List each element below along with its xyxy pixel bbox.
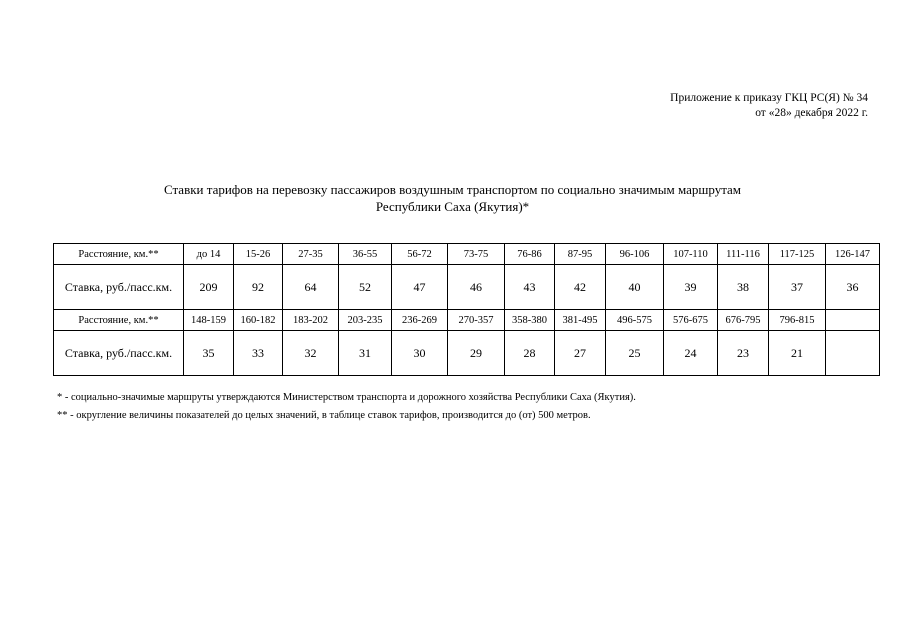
distance-cell: 358-380 [505,310,555,331]
footnote-routes: * - социально-значимые маршруты утверждаются Министерством транспорта и дорожного хозяйства Республики Саха (Якутия). [57,392,636,403]
rate-cell: 39 [664,265,718,310]
distance-cell: 796-815 [769,310,826,331]
rate-label-cell: Ставка, руб./пасс.км. [54,265,184,310]
document-title [0,181,905,215]
distance-label-cell: Расстояние, км.** [54,244,184,265]
rate-cell: 21 [769,331,826,376]
distance-cell: 183-202 [283,310,339,331]
distance-cell: 96-106 [606,244,664,265]
distance-cell: 73-75 [448,244,505,265]
rate-cell: 46 [448,265,505,310]
distance-cell: 36-55 [339,244,392,265]
rate-cell: 38 [718,265,769,310]
rate-cell: 92 [234,265,283,310]
rate-cell: 30 [392,331,448,376]
rate-cell: 31 [339,331,392,376]
distance-cell: 236-269 [392,310,448,331]
distance-label-cell: Расстояние, км.** [54,310,184,331]
rate-cell: 27 [555,331,606,376]
tariff-table [53,243,880,376]
rate-label-cell: Ставка, руб./пасс.км. [54,331,184,376]
rate-cell: 40 [606,265,664,310]
rate-cell: 64 [283,265,339,310]
rate-cell: 24 [664,331,718,376]
distance-cell: 381-495 [555,310,606,331]
rate-cell: 209 [184,265,234,310]
distance-cell: 576-675 [664,310,718,331]
rate-cell [826,331,880,376]
table-row [54,265,880,310]
distance-cell: 27-35 [283,244,339,265]
rate-cell: 47 [392,265,448,310]
distance-cell: 15-26 [234,244,283,265]
table-row [54,244,880,265]
rate-cell: 23 [718,331,769,376]
table-row [54,310,880,331]
title-line-2: Республики Саха (Якутия)* [375,199,530,214]
distance-cell: до 14 [184,244,234,265]
footnotes [57,389,636,425]
distance-cell: 107-110 [664,244,718,265]
footnote-rounding: ** - округление величины показателей до целых значений, в таблице ставок тарифов, производится до (от) 500 метров. [57,410,591,421]
distance-cell: 126-147 [826,244,880,265]
distance-cell: 117-125 [769,244,826,265]
appendix-date-line: от «28» декабря 2022 г. [755,107,868,119]
rate-cell: 29 [448,331,505,376]
title-line-1: Ставки тарифов на перевозку пассажиров воздушным транспортом по социально значимым маршрутам [163,182,742,197]
rate-cell: 42 [555,265,606,310]
distance-cell: 676-795 [718,310,769,331]
distance-cell: 496-575 [606,310,664,331]
rate-cell: 28 [505,331,555,376]
rate-cell: 37 [769,265,826,310]
distance-cell: 76-86 [505,244,555,265]
distance-cell: 111-116 [718,244,769,265]
rate-cell: 32 [283,331,339,376]
table-row [54,331,880,376]
distance-cell: 203-235 [339,310,392,331]
distance-cell: 270-357 [448,310,505,331]
rate-cell: 35 [184,331,234,376]
distance-cell: 56-72 [392,244,448,265]
rate-cell: 36 [826,265,880,310]
appendix-header [670,91,868,121]
distance-cell: 87-95 [555,244,606,265]
distance-cell: 160-182 [234,310,283,331]
appendix-order-line: Приложение к приказу ГКЦ РС(Я) № 34 [670,92,868,104]
rate-cell: 33 [234,331,283,376]
rate-cell: 25 [606,331,664,376]
distance-cell: 148-159 [184,310,234,331]
rate-cell: 43 [505,265,555,310]
rate-cell: 52 [339,265,392,310]
distance-cell [826,310,880,331]
